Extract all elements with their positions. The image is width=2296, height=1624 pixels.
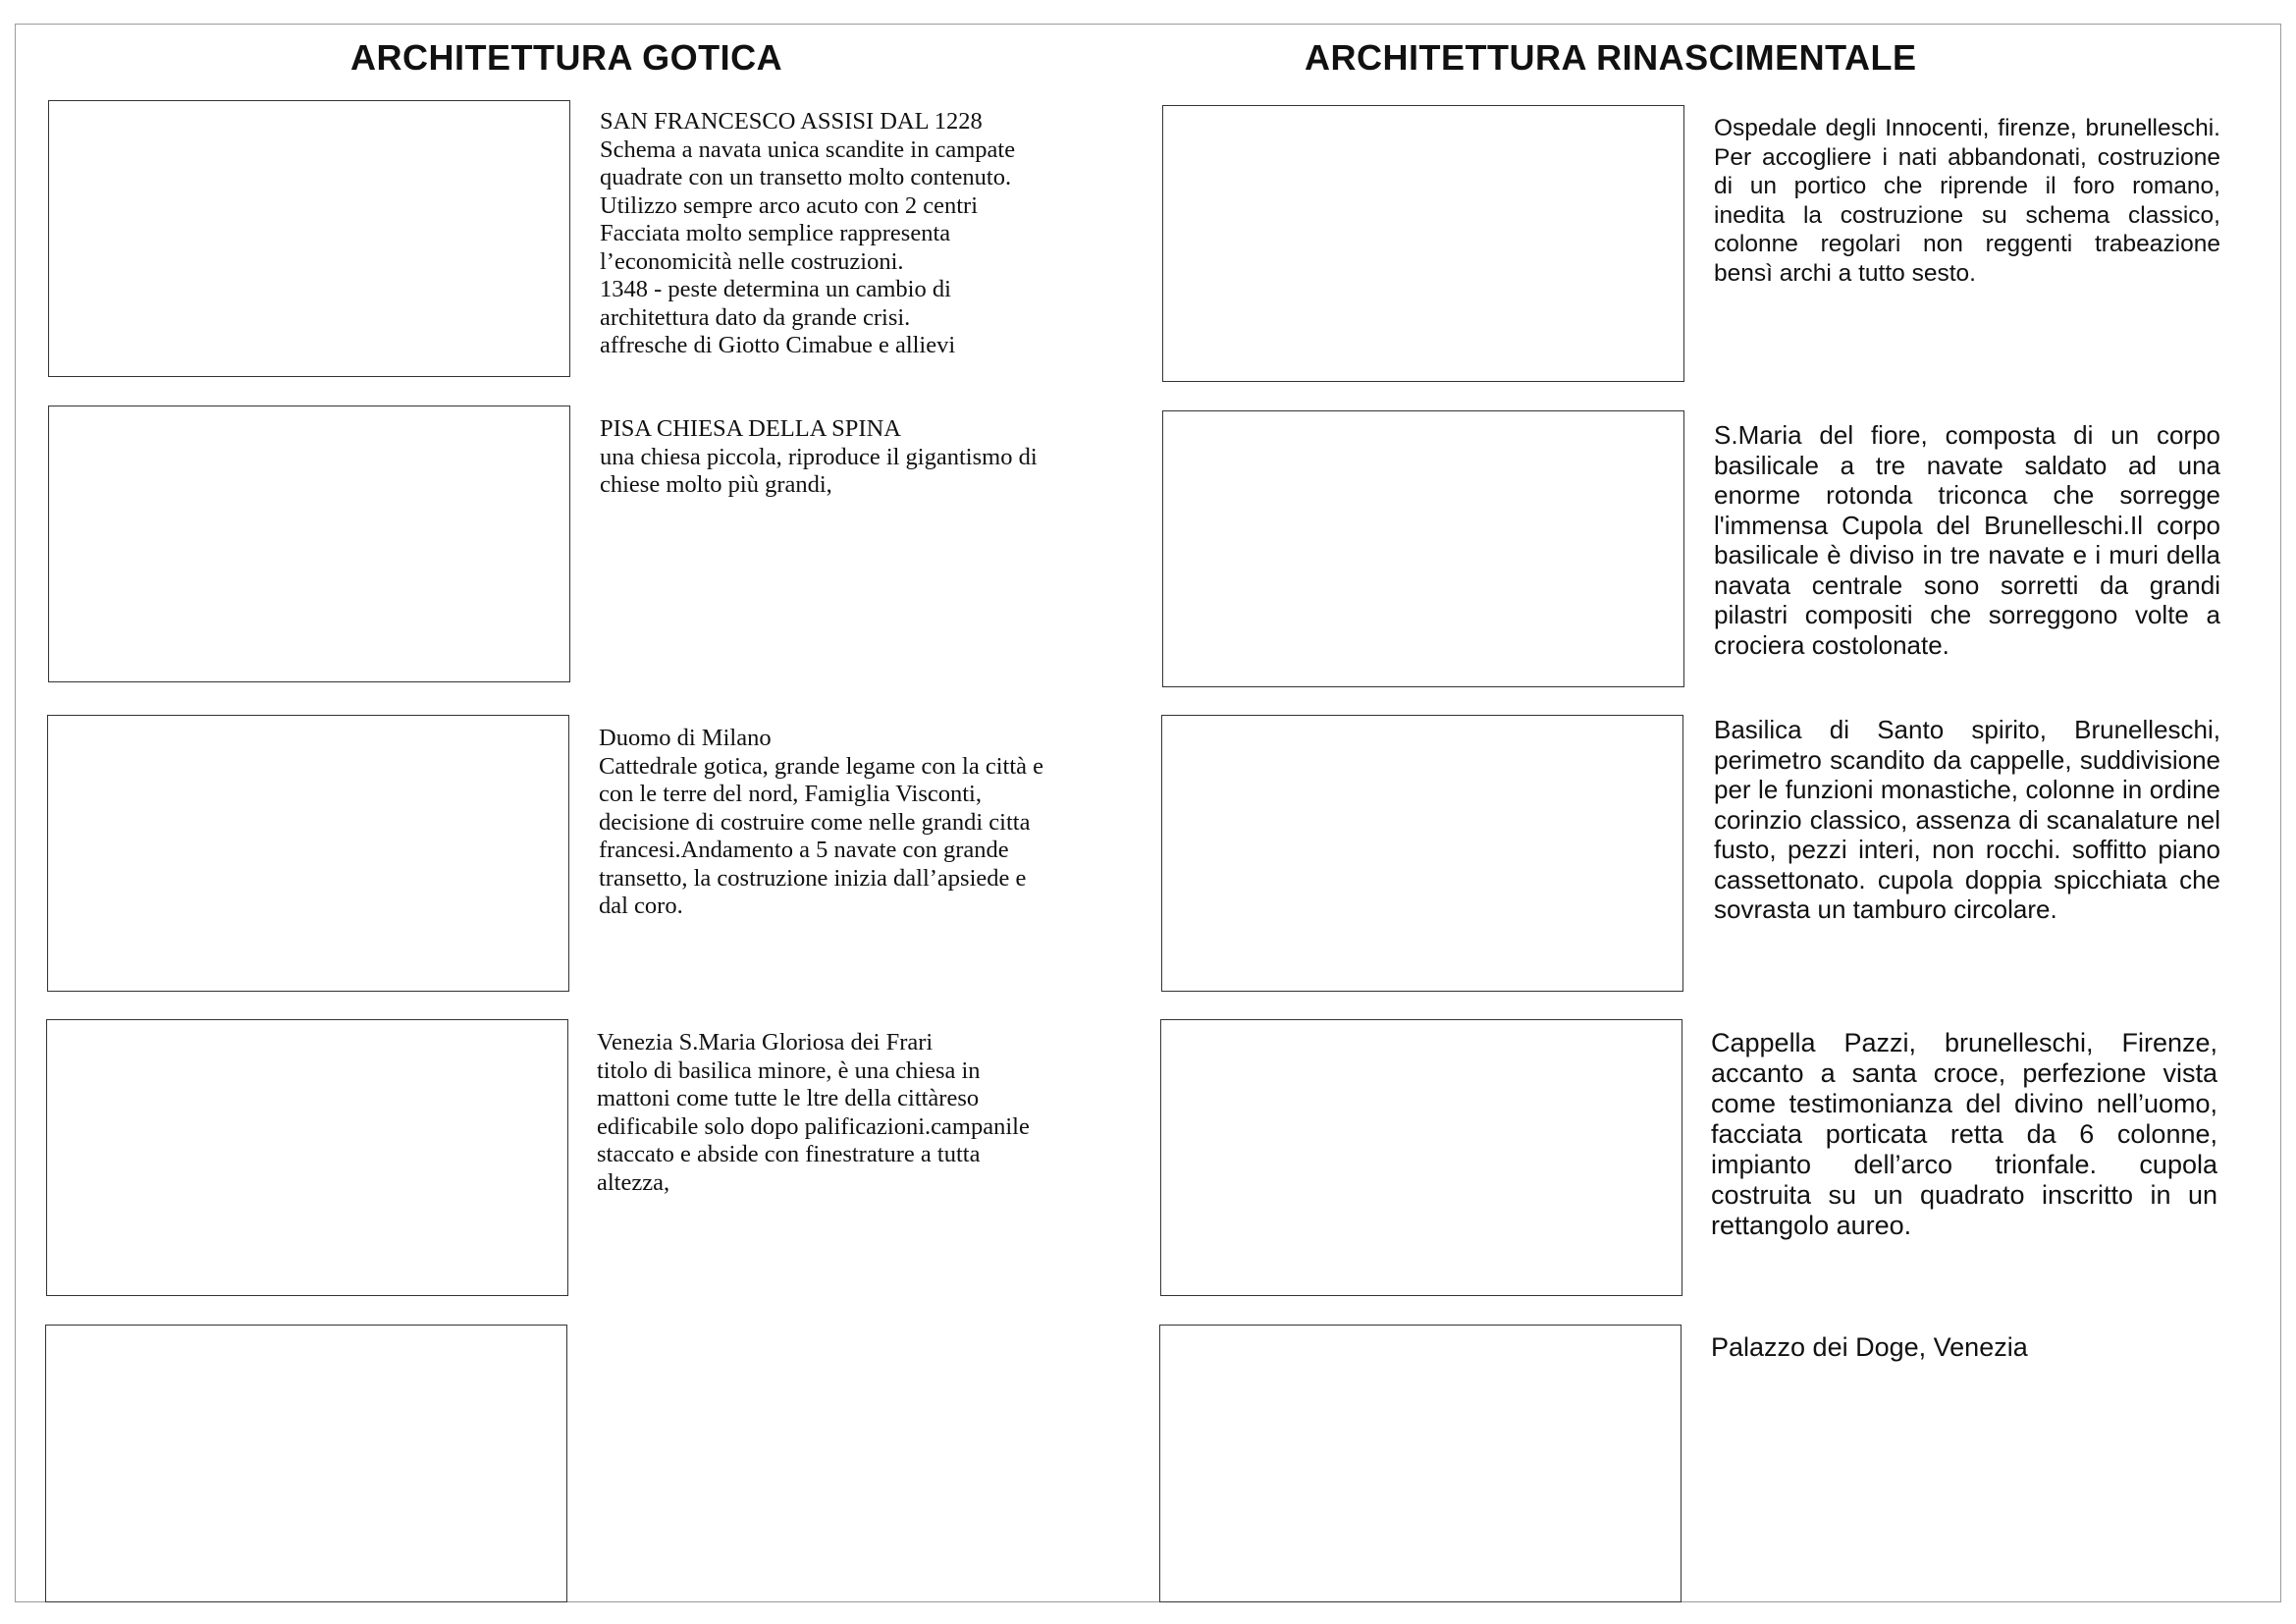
text-santa-maria-fiore: S.Maria del fiore, composta di un corpo basilicale a tre navate saldato ad una enorme rotonda triconca che sorregge l'immensa Cupola del Brunelleschi.Il corpo basilicale è diviso in tre navate e i muri della navata centrale sono sorretti da grandi pilastri compositi che sorreggono volte a crociera costolonate. xyxy=(1714,420,2220,660)
text-duomo-milano: Duomo di Milano Cattedrale gotica, grande legame con la città e con le terre del nord, Famiglia Visconti, decisione di costruire come nelle grandi citta francesi.Andamento a 5 navate con grande transetto, la costruzione inizia dall’apsiede e dal coro. xyxy=(599,725,1044,919)
gothic-column-title: ARCHITETTURA GOTICA xyxy=(350,37,783,78)
text-frari-venezia: Venezia S.Maria Gloriosa dei Frari titolo di basilica minore, è una chiesa in mattoni come tutte le ltre della cittàreso edificabile solo dopo palificazioni.campanile staccato e abside con finestrature a tutta altezza, xyxy=(597,1029,1030,1196)
image-placeholder-ospedale-innocenti xyxy=(1162,105,1684,382)
text-santo-spirito: Basilica di Santo spirito, Brunelleschi, perimetro scandito da cappelle, suddivisione per le funzioni monastiche, colonne in ordine corinzio classico, assenza di scanalature nel fusto, pezzi interi, non rocchi. soffitto piano cassettonato. cupola doppia spicchiata che sovrasta un tamburo circolare. xyxy=(1714,715,2220,924)
image-placeholder-santo-spirito xyxy=(1161,715,1683,992)
image-placeholder-duomo-milano xyxy=(47,715,569,992)
image-placeholder-cappella-pazzi xyxy=(1160,1019,1682,1296)
text-ospedale-innocenti: Ospedale degli Innocenti, firenze, brunelleschi. Per accogliere i nati abbandonati, costruzione di un portico che riprende il foro romano, inedita la costruzione su schema classico, colonne regolari non reggenti trabeazione bensì archi a tutto sesto. xyxy=(1714,115,2220,287)
text-palazzo-doge: Palazzo dei Doge, Venezia xyxy=(1711,1332,2028,1362)
image-placeholder-palazzo-doge xyxy=(1159,1325,1682,1602)
image-placeholder-pisa-spina xyxy=(48,406,570,682)
image-placeholder-santa-maria-fiore xyxy=(1162,410,1684,687)
image-placeholder-san-francesco-assisi xyxy=(48,100,570,377)
text-pisa-spina: PISA CHIESA DELLA SPINA una chiesa piccola, riproduce il gigantismo di chiese molto più grandi, xyxy=(600,415,1038,498)
renaissance-column-title: ARCHITETTURA RINASCIMENTALE xyxy=(1305,37,1917,78)
image-placeholder-frari-venezia xyxy=(46,1019,568,1296)
image-placeholder-gothic-5 xyxy=(45,1325,567,1602)
text-san-francesco-assisi: SAN FRANCESCO ASSISI DAL 1228 Schema a navata unica scandite in campate quadrate con un transetto molto contenuto. Utilizzo sempre arco acuto con 2 centri Facciata molto semplice rappresenta l’economicità nelle costruzioni. 1348 - peste determina un cambio di architettura dato da grande crisi. affresche di Giotto Cimabue e allievi xyxy=(600,108,1016,358)
text-cappella-pazzi: Cappella Pazzi, brunelleschi, Firenze, accanto a santa croce, perfezione vista come testimonianza del divino nell’uomo, facciata porticata retta da 6 colonne, impianto dell’arco trionfale. cupola costruita su un quadrato inscritto in un rettangolo aureo. xyxy=(1711,1028,2217,1240)
